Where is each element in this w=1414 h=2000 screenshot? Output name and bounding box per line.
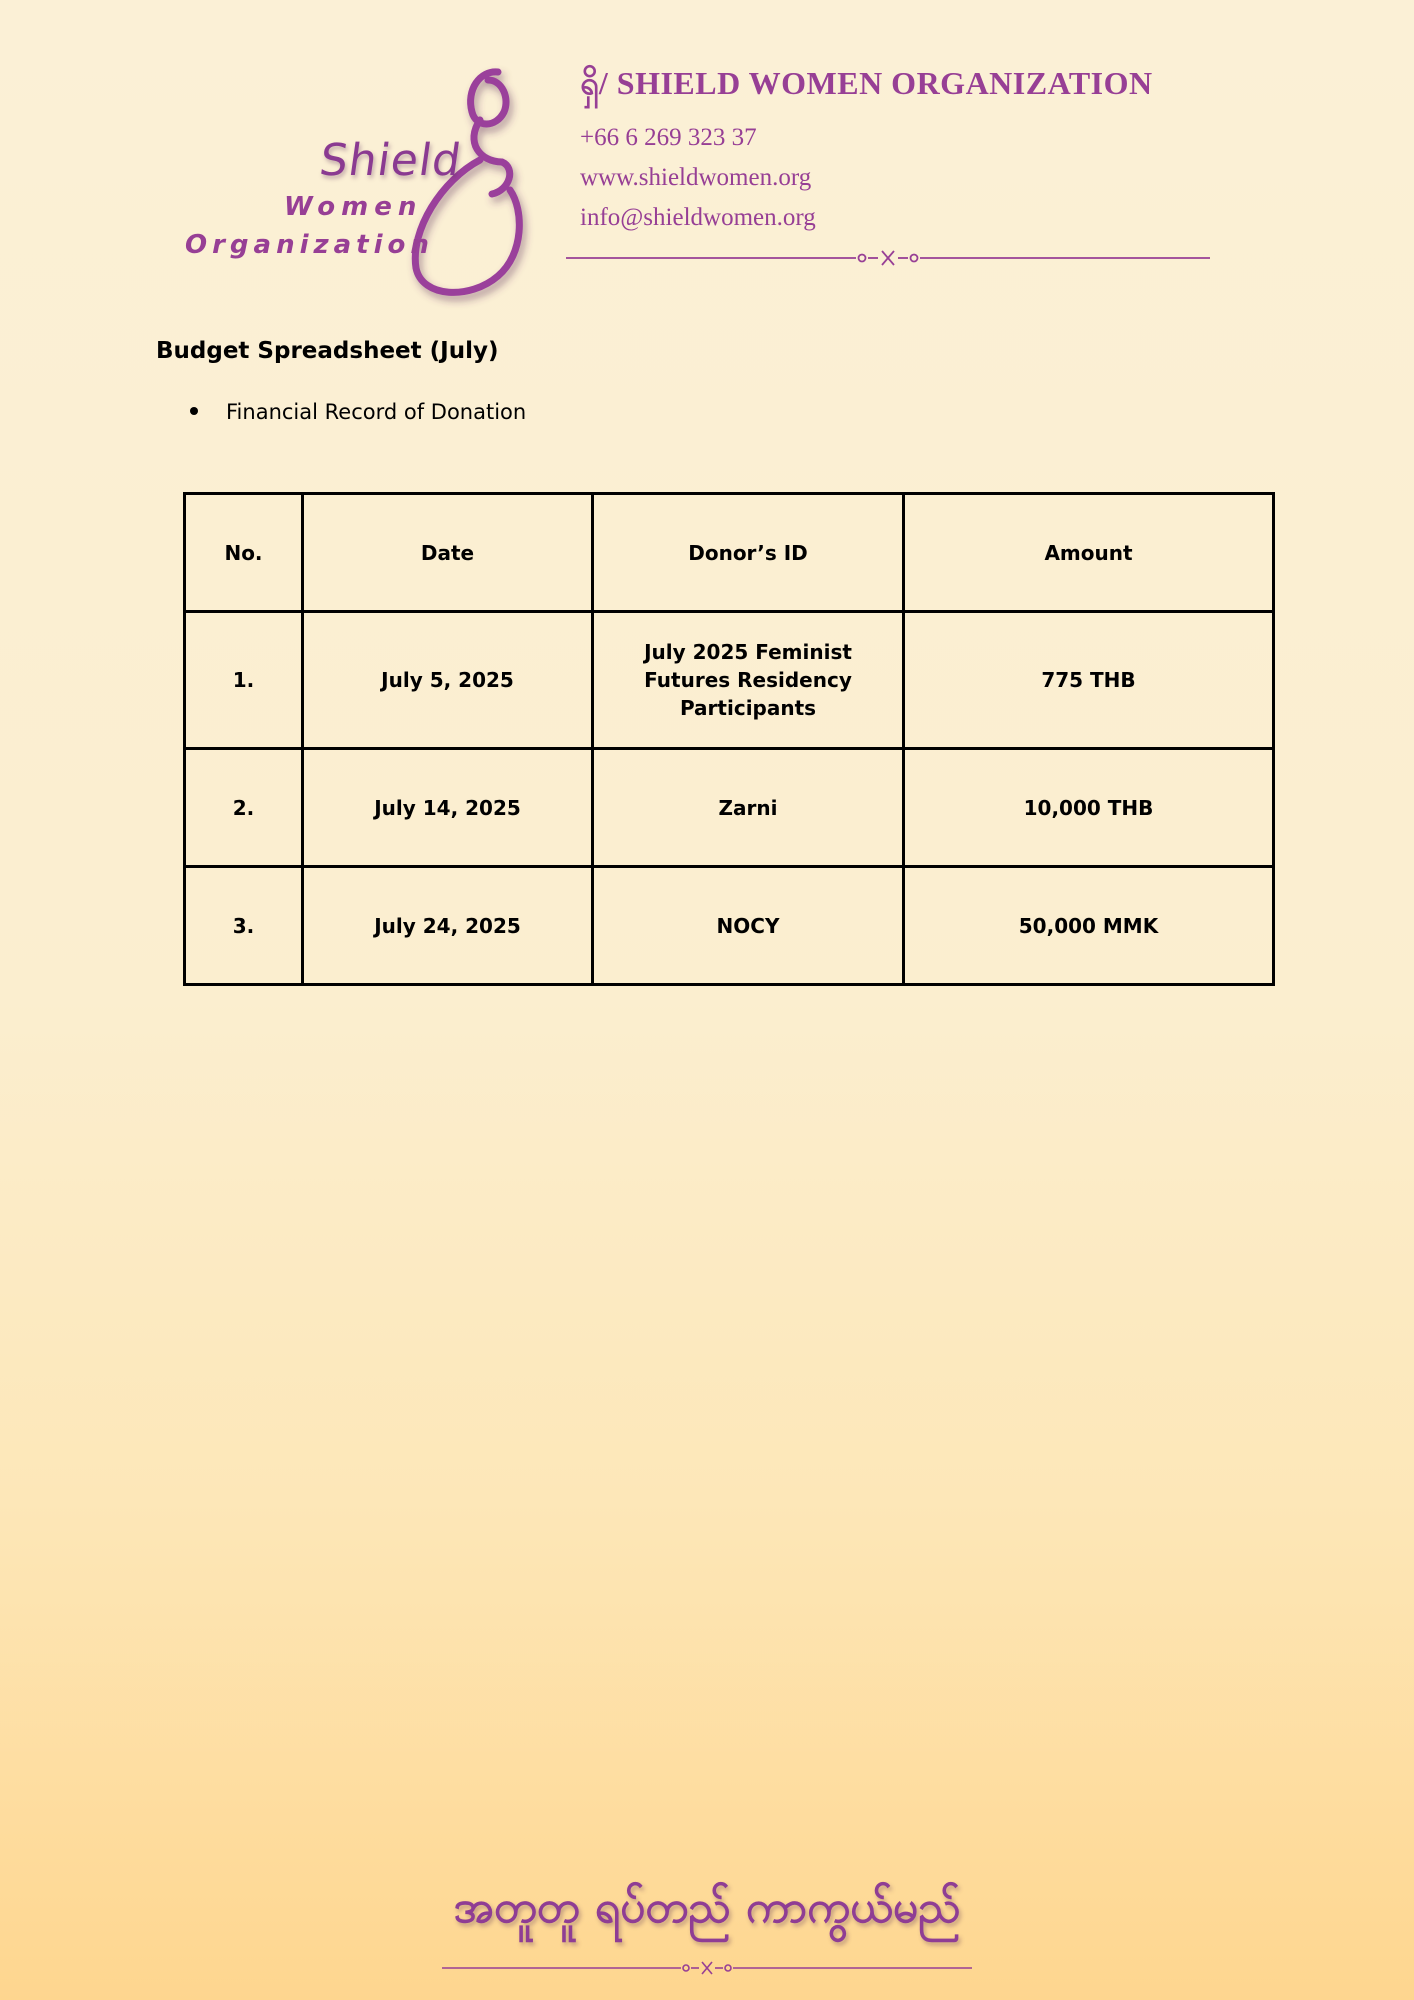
cell-date: July 24, 2025 (303, 867, 593, 985)
logo-word-shield: Shield (316, 135, 465, 186)
cell-donor-id: July 2025 Feminist Futures Residency Participants (593, 612, 904, 749)
cell-donor-id: Zarni (593, 749, 904, 867)
column-header-amount: Amount (904, 494, 1274, 612)
email-link[interactable]: info@shieldwomen.org (580, 204, 816, 231)
table-header-row (185, 494, 1274, 612)
bullet-icon (190, 407, 198, 415)
logo-word-women: Women (284, 192, 423, 222)
logo-word-organization: Organization (185, 230, 434, 260)
table-row (185, 749, 1274, 867)
cell-donor-id: NOCY (593, 867, 904, 985)
organization-name: ရှိ/ SHIELD WOMEN ORGANIZATION (580, 65, 1153, 101)
cell-amount: 775 THB (904, 612, 1274, 749)
cell-amount: 10,000 THB (904, 749, 1274, 867)
footer-divider-ornament (442, 1956, 972, 1980)
cell-no: 3. (185, 867, 303, 985)
column-header-no: No. (185, 494, 303, 612)
column-header-donor-id: Donor’s ID (593, 494, 904, 612)
organization-logo (180, 50, 540, 310)
table-row (185, 867, 1274, 985)
column-header-date: Date (303, 494, 593, 612)
cell-date: July 14, 2025 (303, 749, 593, 867)
website-link[interactable]: www.shieldwomen.org (580, 164, 812, 191)
bullet-item (190, 400, 526, 424)
header-divider-ornament (566, 246, 1210, 270)
donation-table (183, 492, 1275, 986)
cell-no: 1. (185, 612, 303, 749)
footer-motto: အတူတူ ရပ်တည် ကာကွယ်မည် (453, 1882, 961, 1933)
document-title: Budget Spreadsheet (July) (156, 338, 499, 364)
organization-contact-block (580, 62, 1153, 232)
bullet-text: Financial Record of Donation (226, 400, 527, 424)
cell-no: 2. (185, 749, 303, 867)
cell-amount: 50,000 MMK (904, 867, 1274, 985)
table-row (185, 612, 1274, 749)
cell-date: July 5, 2025 (303, 612, 593, 749)
phone-number: +66 6 269 323 37 (580, 124, 757, 151)
